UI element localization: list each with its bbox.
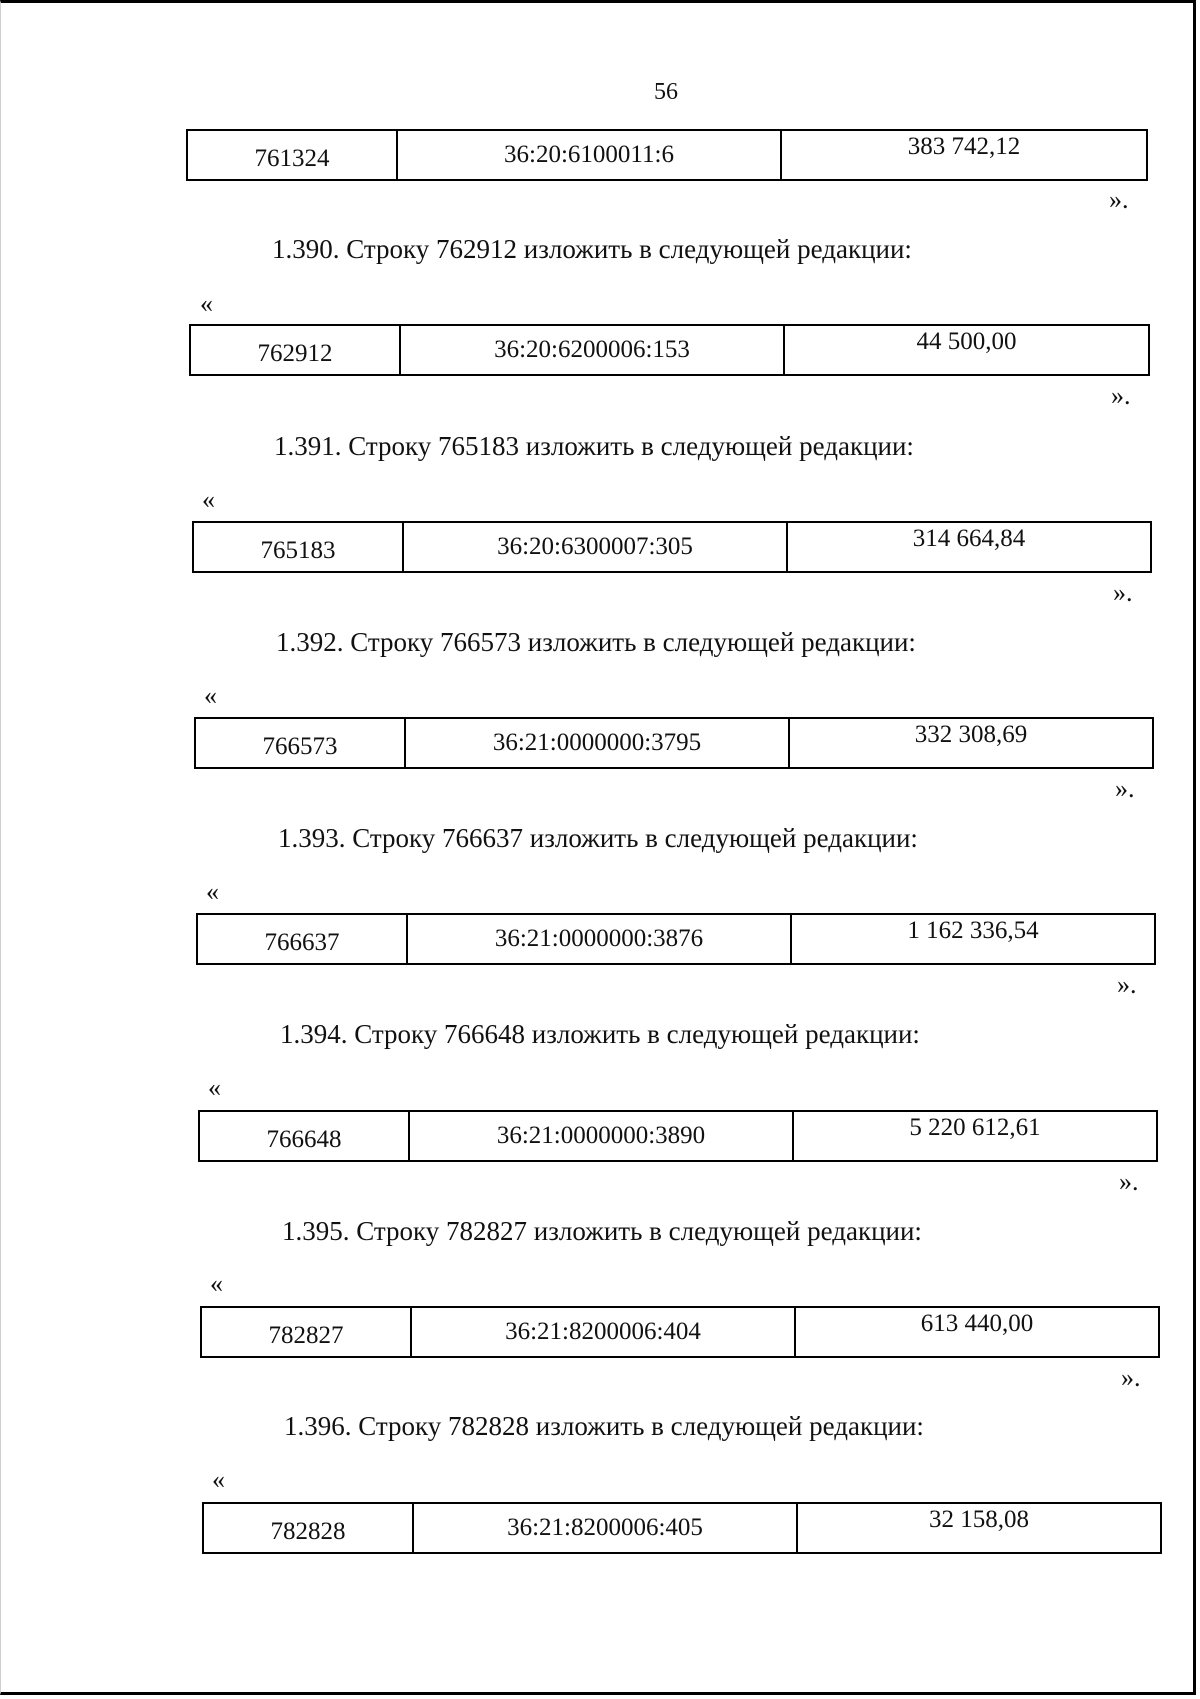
cadastral-number-cell: 36:21:0000000:3876 xyxy=(408,915,792,963)
closing-quote: ». xyxy=(1121,1363,1141,1392)
page-number: 56 xyxy=(654,79,678,105)
closing-quote: ». xyxy=(1111,381,1131,410)
value-cell: 314 664,84 xyxy=(912,525,1026,552)
cadastral-number-cell: 36:20:6300007:305 xyxy=(404,523,788,571)
amendment-instruction: 1.396. Строку 782828 изложить в следующей редакции: xyxy=(284,1411,924,1441)
table-row xyxy=(192,521,1152,573)
cadastral-number-cell: 36:21:8200006:405 xyxy=(414,1504,798,1552)
table-row xyxy=(189,324,1150,376)
closing-quote: ». xyxy=(1113,578,1133,607)
value-cell: 613 440,00 xyxy=(920,1310,1034,1337)
value-cell: 5 220 612,61 xyxy=(909,1114,1041,1141)
cadastral-number-cell: 36:20:6200006:153 xyxy=(401,326,785,374)
row-number-cell: 782828 xyxy=(204,1504,414,1552)
table-row xyxy=(200,1306,1160,1358)
cadastral-number-cell: 36:21:0000000:3795 xyxy=(406,719,790,767)
row-number-cell: 765183 xyxy=(194,523,404,571)
closing-quote: ». xyxy=(1119,1167,1139,1196)
amendment-instruction: 1.394. Строку 766648 изложить в следующей редакции: xyxy=(280,1019,920,1049)
table-row xyxy=(186,129,1148,181)
amendment-instruction: 1.393. Строку 766637 изложить в следующей редакции: xyxy=(278,823,918,853)
value-cell: 383 742,12 xyxy=(907,133,1021,160)
amendment-instruction: 1.392. Строку 766573 изложить в следующей редакции: xyxy=(276,627,916,657)
row-number-cell: 762912 xyxy=(191,326,401,374)
value-cell: 332 308,69 xyxy=(914,721,1028,748)
amendment-instruction: 1.391. Строку 765183 изложить в следующей редакции: xyxy=(274,431,914,461)
closing-quote: ». xyxy=(1115,774,1135,803)
value-cell: 1 162 336,54 xyxy=(907,917,1039,944)
opening-quote: « xyxy=(210,1269,223,1298)
row-number-cell: 766573 xyxy=(196,719,406,767)
opening-quote: « xyxy=(202,485,215,514)
table-row xyxy=(194,717,1154,769)
table-row xyxy=(196,913,1156,965)
row-number-cell: 761324 xyxy=(188,131,398,179)
cadastral-number-cell: 36:20:6100011:6 xyxy=(398,131,782,179)
row-number-cell: 766648 xyxy=(200,1112,410,1160)
table-row xyxy=(202,1502,1162,1554)
cadastral-number-cell: 36:21:0000000:3890 xyxy=(410,1112,794,1160)
amendment-instruction: 1.390. Строку 762912 изложить в следующей редакции: xyxy=(272,234,912,264)
opening-quote: « xyxy=(208,1073,221,1102)
amendment-instruction: 1.395. Строку 782827 изложить в следующей редакции: xyxy=(282,1216,922,1246)
value-cell: 44 500,00 xyxy=(916,328,1017,355)
row-number-cell: 766637 xyxy=(198,915,408,963)
cadastral-number-cell: 36:21:8200006:404 xyxy=(412,1308,796,1356)
opening-quote: « xyxy=(206,877,219,906)
closing-quote: ». xyxy=(1117,970,1137,999)
closing-quote: ». xyxy=(1109,185,1129,214)
value-cell: 32 158,08 xyxy=(929,1506,1029,1533)
table-row xyxy=(198,1110,1158,1162)
row-number-cell: 782827 xyxy=(202,1308,412,1356)
opening-quote: « xyxy=(204,681,217,710)
opening-quote: « xyxy=(212,1465,225,1494)
opening-quote: « xyxy=(200,289,213,318)
